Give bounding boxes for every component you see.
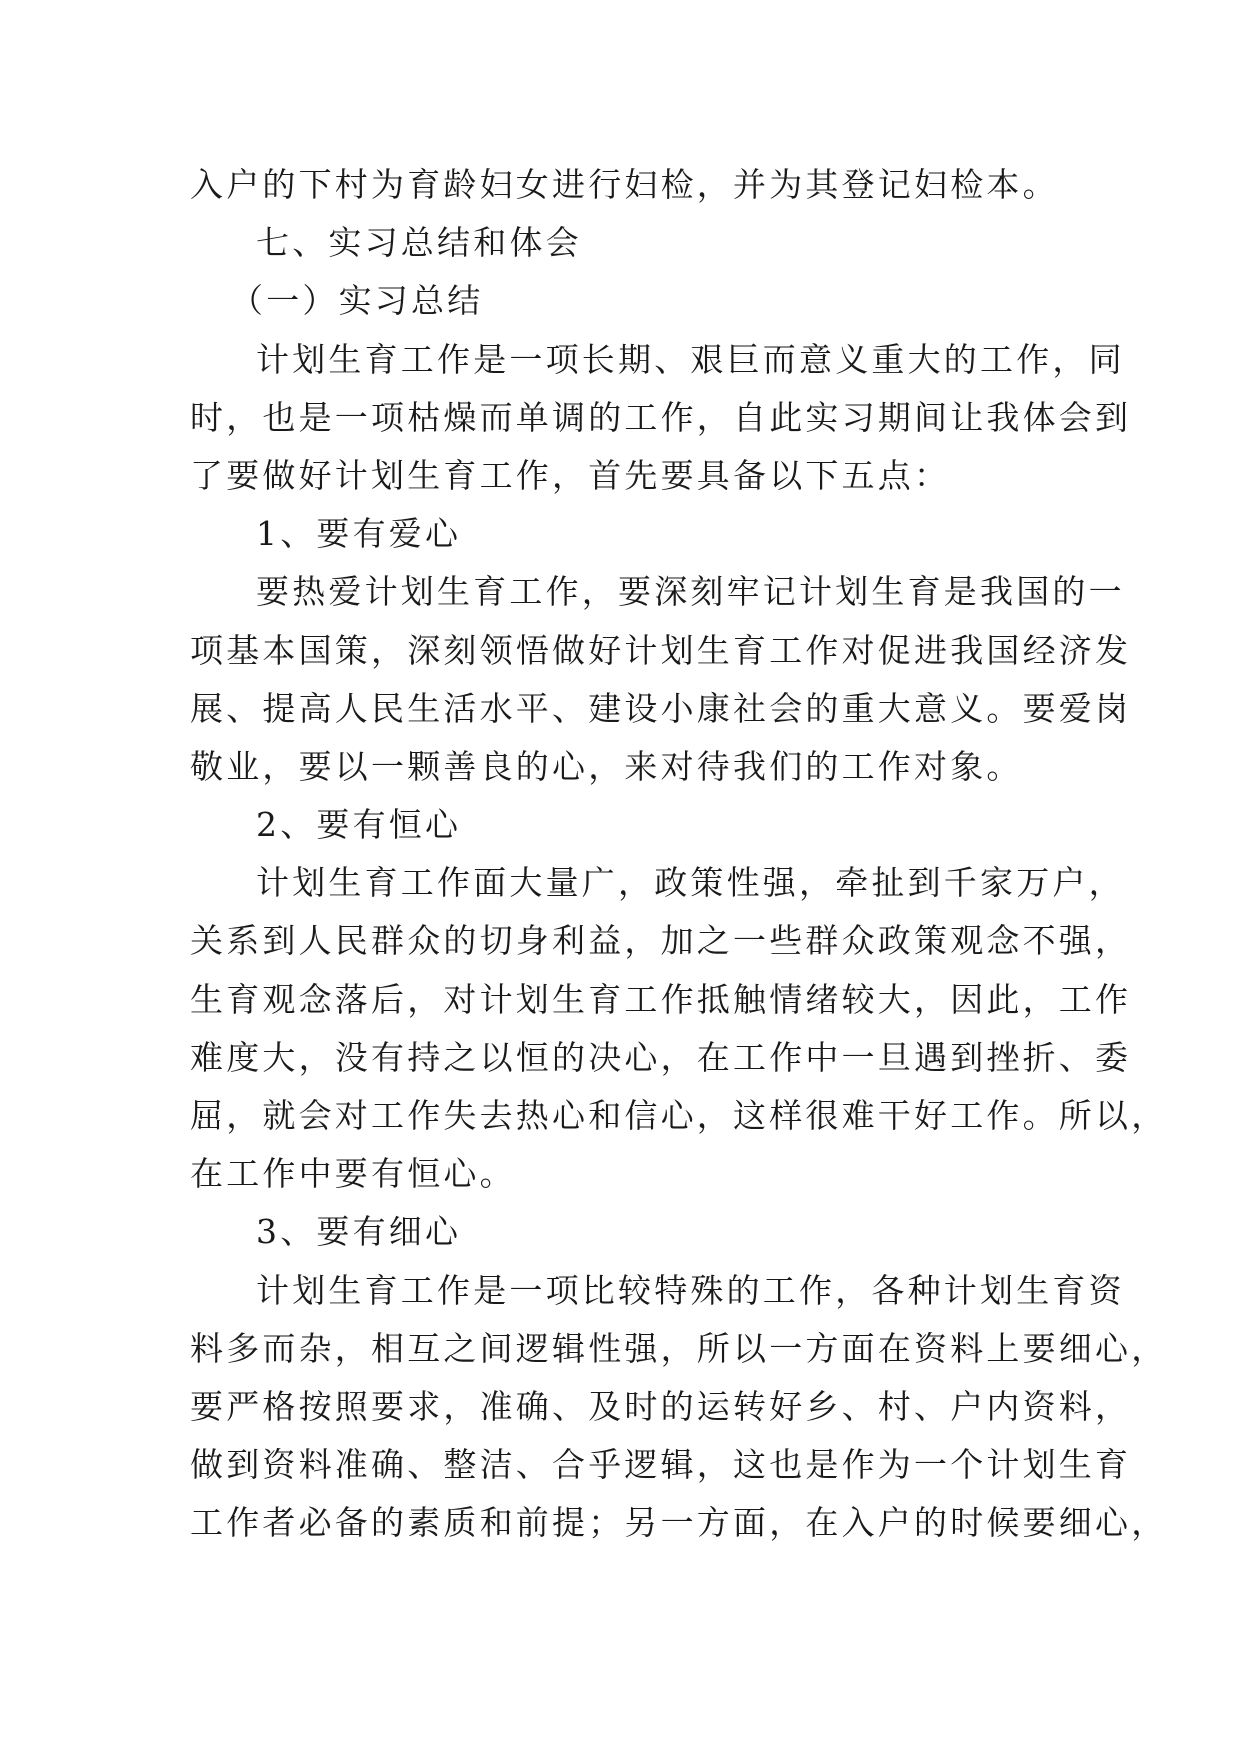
paragraph-line: 关系到人民群众的切身利益，加之一些群众政策观念不强， xyxy=(190,921,1132,961)
paragraph-line: 计划生育工作是一项比较特殊的工作，各种计划生育资 xyxy=(256,1270,1125,1310)
paragraph-line: 做到资料准确、整洁、合乎逻辑，这也是作为一个计划生育 xyxy=(190,1445,1132,1485)
paragraph-line: 工作者必备的素质和前提；另一方面，在入户的时候要细心， xyxy=(190,1503,1168,1543)
paragraph-line: 在工作中要有恒心。 xyxy=(190,1154,516,1194)
item-heading: 2、要有恒心 xyxy=(256,805,462,845)
paragraph-line: 入户的下村为育龄妇女进行妇检，并为其登记妇检本。 xyxy=(190,165,1059,204)
paragraph-line: 计划生育工作是一项长期、艰巨而意义重大的工作，同 xyxy=(256,339,1125,379)
paragraph-line: 生育观念落后，对计划生育工作抵触情绪较大，因此，工作 xyxy=(190,979,1132,1019)
paragraph-line: 料多而杂，相互之间逻辑性强，所以一方面在资料上要细心， xyxy=(190,1328,1168,1368)
paragraph-line: 时，也是一项枯燥而单调的工作，自此实习期间让我体会到 xyxy=(190,397,1132,437)
item-heading: 3、要有细心 xyxy=(256,1212,462,1252)
paragraph-line: 敬业，要以一颗善良的心，来对待我们的工作对象。 xyxy=(190,746,1023,786)
paragraph-line: 要热爱计划生育工作，要深刻牢记计划生育是我国的一 xyxy=(256,572,1125,612)
item-heading: 1、要有爱心 xyxy=(256,514,462,554)
document-body xyxy=(190,156,1168,1553)
paragraph-line: 项基本国策，深刻领悟做好计划生育工作对促进我国经济发 xyxy=(190,630,1132,670)
paragraph-line: 展、提高人民生活水平、建设小康社会的重大意义。要爱岗 xyxy=(190,688,1132,728)
paragraph-line: 难度大，没有持之以恒的决心，在工作中一旦遇到挫折、委 xyxy=(190,1037,1132,1077)
subsection-heading: （一）实习总结 xyxy=(230,281,484,321)
paragraph-line: 计划生育工作面大量广，政策性强，牵扯到千家万户， xyxy=(256,863,1125,903)
section-heading: 七、实习总结和体会 xyxy=(256,223,582,263)
paragraph-line: 要严格按照要求，准确、及时的运转好乡、村、户内资料， xyxy=(190,1386,1132,1426)
paragraph-line: 屈，就会对工作失去热心和信心，这样很难干好工作。所以， xyxy=(190,1096,1168,1135)
paragraph-line: 了要做好计划生育工作，首先要具备以下五点： xyxy=(190,455,951,495)
